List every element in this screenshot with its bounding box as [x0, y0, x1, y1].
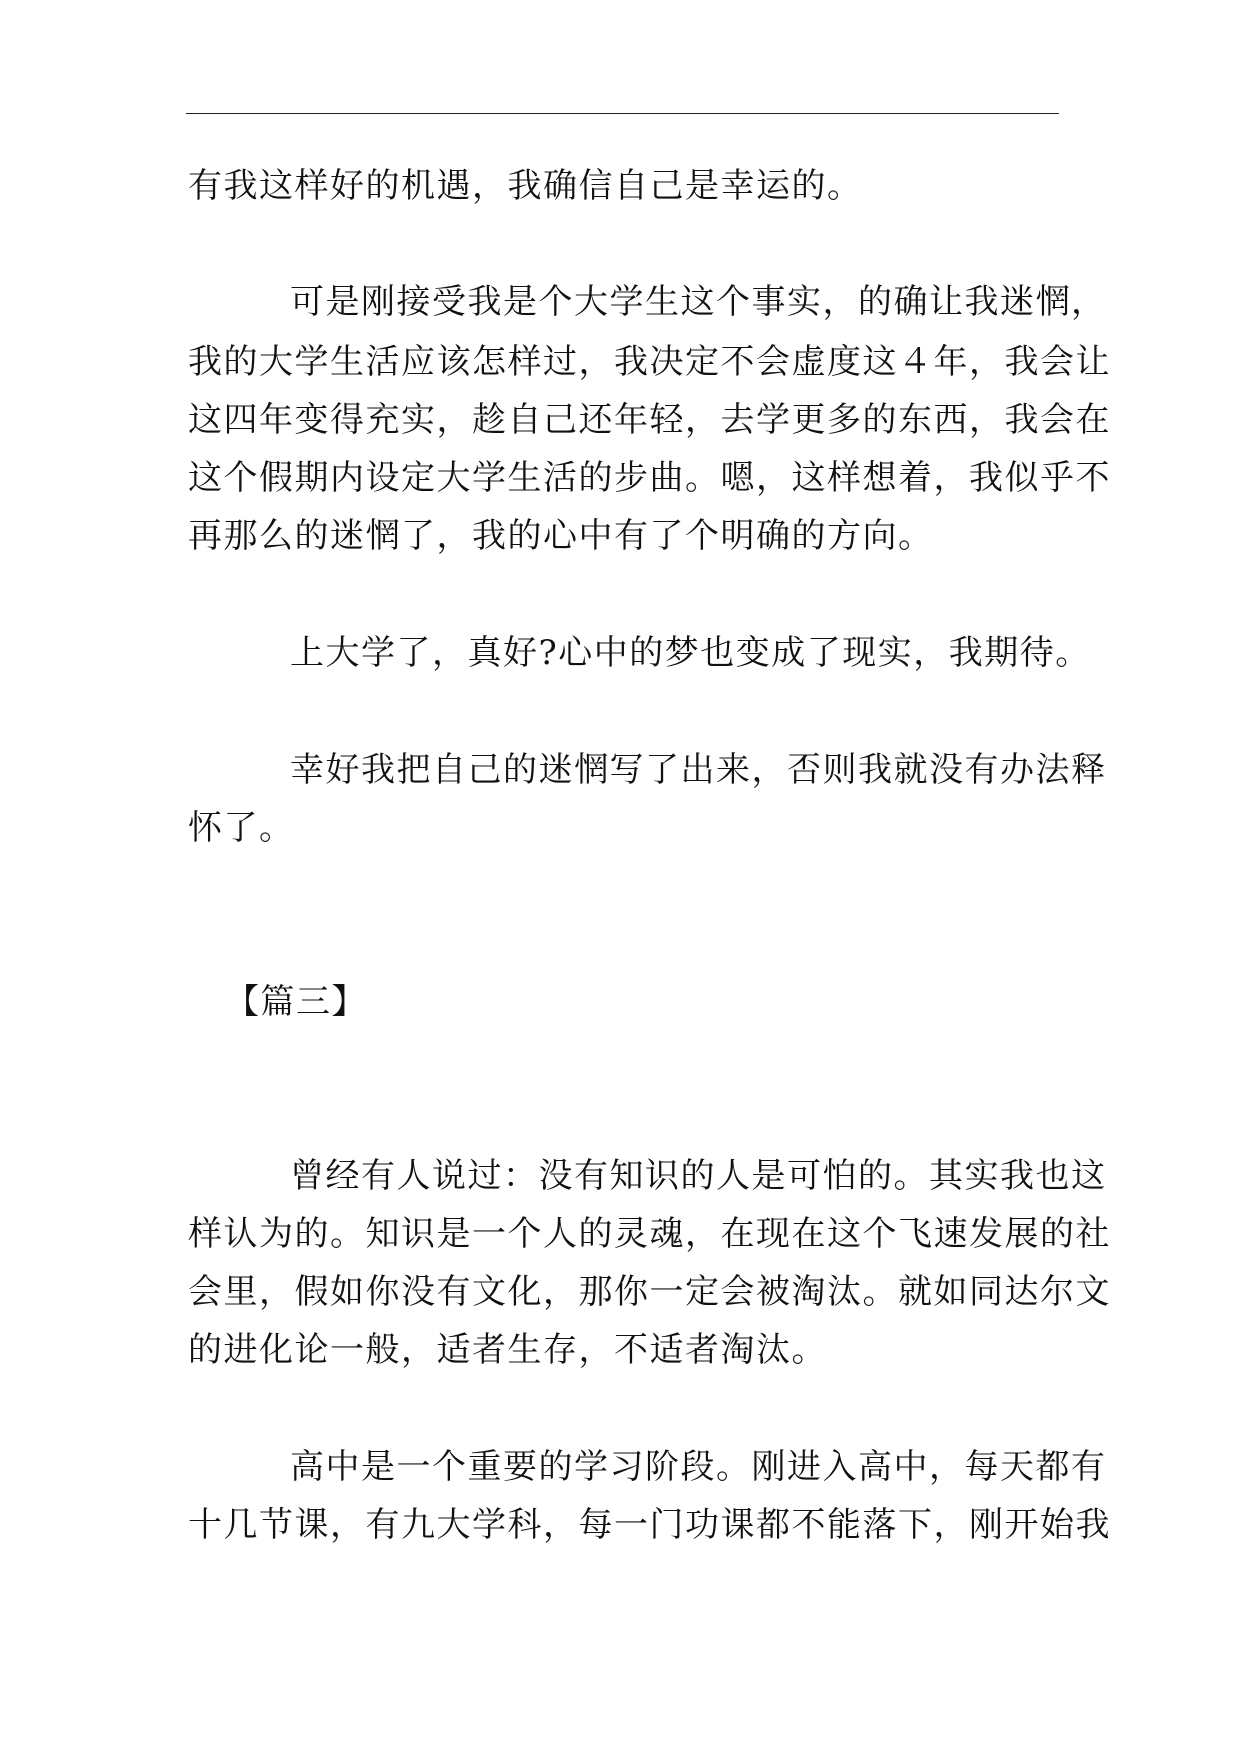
text-line: 可是刚接受我是个大学生这个事实，的确让我迷惘， [290, 282, 1107, 322]
text-line: 高中是一个重要的学习阶段。刚进入高中，每天都有 [290, 1447, 1107, 1487]
text-line: 会里，假如你没有文化，那你一定会被淘汰。就如同达尔文 [188, 1272, 1111, 1312]
text-line: 的进化论一般，适者生存，不适者淘汰。 [188, 1330, 827, 1370]
section-heading: 【篇三】 [225, 982, 367, 1022]
text-line: 幸好我把自己的迷惘写了出来，否则我就没有办法释 [290, 750, 1107, 790]
header-rule [186, 113, 1059, 114]
text-line: 我的大学生活应该怎样过，我决定不会虚度这４年，我会让 [188, 342, 1111, 382]
text-line: 怀了。 [188, 808, 295, 848]
text-line: 样认为的。知识是一个人的灵魂，在现在这个飞速发展的社 [188, 1214, 1111, 1254]
text-line: 十几节课，有九大学科，每一门功课都不能落下，刚开始我 [188, 1505, 1111, 1545]
text-line: 再那么的迷惘了，我的心中有了个明确的方向。 [188, 516, 934, 556]
text-line: 这个假期内设定大学生活的步曲。嗯，这样想着，我似乎不 [188, 458, 1111, 498]
text-line: 有我这样好的机遇，我确信自己是幸运的。 [188, 166, 863, 206]
text-line: 上大学了，真好?心中的梦也变成了现实，我期待。 [290, 633, 1091, 673]
text-line: 曾经有人说过：没有知识的人是可怕的。其实我也这 [290, 1156, 1107, 1196]
text-line: 这四年变得充实，趁自己还年轻，去学更多的东西，我会在 [188, 400, 1111, 440]
